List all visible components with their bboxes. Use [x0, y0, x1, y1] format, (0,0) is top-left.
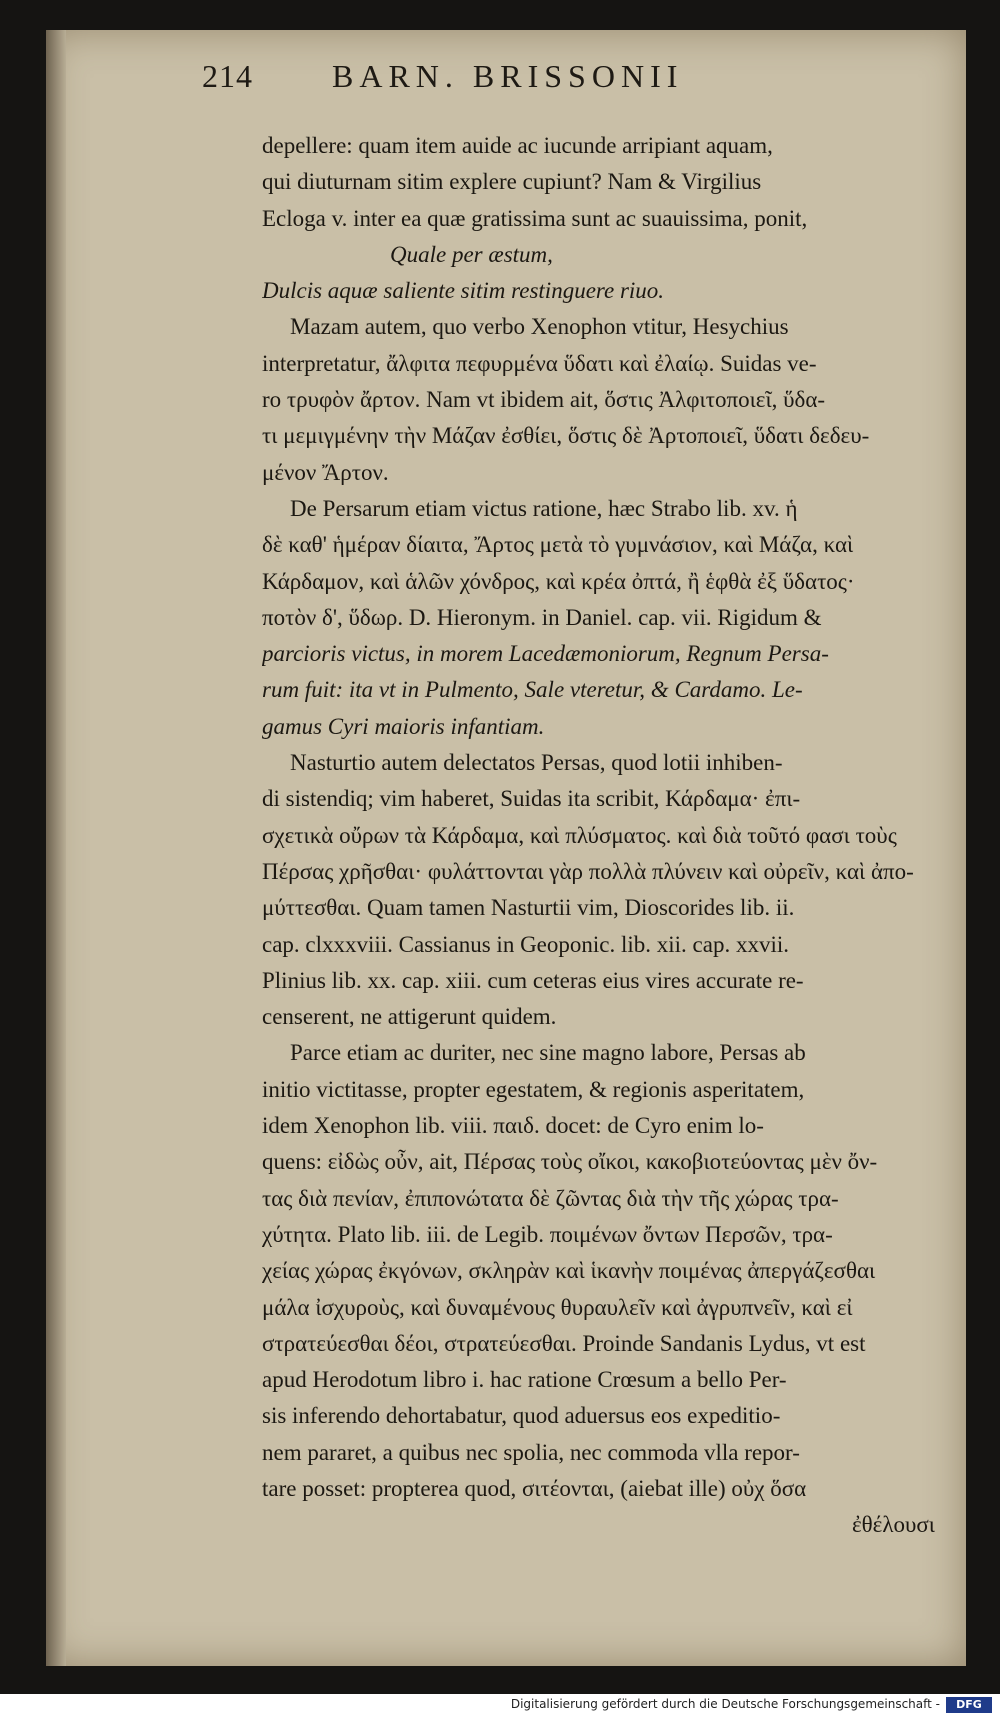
footer-bar: [0, 1694, 1000, 1716]
text-line: idem Xenophon lib. viii. παιδ. docet: de Cyro enim lo-: [262, 1113, 764, 1139]
body-text: [262, 128, 942, 1544]
running-head: BARN. BRISSONII: [332, 58, 684, 94]
text-line: Πέρσας χρῆσθαι· φυλάττονται γὰρ πολλὰ πλύνειν καὶ οὐρεῖν, καὶ ἀπο-: [262, 858, 914, 884]
text-line: στρατεύεσθαι δέοι, στρατεύεσθαι. Proinde Sandanis Lydus, vt est: [262, 1330, 866, 1356]
text-line: Κάρδαμον, καὶ ἁλῶν χόνδρος, καὶ κρέα ὀπτά, ἢ ἑφθὰ ἐξ ὕδατος·: [262, 568, 855, 594]
text-line: interpretatur, ἄλφιτα πεφυρμένα ὕδατι καὶ ἐλαίῳ. Suidas ve-: [262, 350, 817, 376]
page-header: [202, 58, 802, 118]
text-line: sis inferendo dehortabatur, quod aduersus eos expeditio-: [262, 1403, 781, 1429]
page-gutter: [46, 30, 66, 1666]
text-line: depellere: quam item auide ac iucunde arripiant aquam,: [262, 133, 773, 158]
text-line: apud Herodotum libro i. hac ratione Crœsum a bello Per-: [262, 1367, 787, 1393]
text-line: μάλα ἰσχυροὺς, καὶ δυναμένους θυραυλεῖν καὶ ἀγρυπνεῖν, καὶ εἰ: [262, 1294, 853, 1320]
catchword: ἐθέλουσι: [852, 1512, 935, 1538]
text-line: De Persarum etiam victus ratione, hæc Strabo lib. xv. ἡ: [290, 495, 798, 521]
text-line: Ecloga v. inter ea quæ gratissima sunt ac suauissima, ponit,: [262, 205, 808, 231]
text-line: parcioris victus, in morem Lacedæmoniorum, Regnum Persa-: [262, 641, 829, 667]
text-line: ro τρυφὸν ἄρτον. Nam vt ibidem ait, ὅστις Ἀλφιτοποιεῖ, ὕδα-: [262, 387, 826, 413]
text-line: quens: εἰδὼς οὖν, ait, Πέρσας τοὺς οἴκοι, κακοβιοτεύοντας μὲν ὄν-: [262, 1149, 878, 1175]
text-line: τας διὰ πενίαν, ἐπιπονώτατα δὲ ζῶντας διὰ τὴν τῆς χώρας τρα-: [262, 1185, 839, 1211]
text-line: cap. clxxxviii. Cassianus in Geoponic. lib. xii. cap. xxvii.: [262, 931, 790, 957]
text-line: χύτητα. Plato lib. iii. de Legib. ποιμένων ὄντων Περσῶν, τρα-: [262, 1221, 833, 1247]
text-line: μένον Ἄρτον.: [262, 459, 389, 485]
verse-line: Dulcis aquæ saliente sitim restinguere riuo.: [262, 278, 665, 304]
text-line: Nasturtio autem delectatos Persas, quod lotii inhiben-: [290, 750, 783, 776]
text-line: Plinius lib. xx. cap. xiii. cum ceteras eius vires accurate re-: [262, 967, 804, 993]
text-line: qui diuturnam sitim explere cupiunt? Nam & Virgilius: [262, 169, 762, 195]
text-line: tare posset: propterea quod, σιτέονται, (aiebat ille) οὐχ ὅσα: [262, 1475, 807, 1501]
text-line: nem pararet, a quibus nec spolia, nec commoda vlla repor-: [262, 1439, 800, 1465]
funding-notice: Digitalisierung gefördert durch die Deutsche Forschungsgemeinschaft -: [510, 1697, 940, 1711]
text-line: ποτὸν δ', ὕδωρ. D. Hieronym. in Daniel. cap. vii. Rigidum &: [262, 604, 822, 630]
text-line: gamus Cyri maioris infantiam.: [262, 713, 545, 739]
dfg-logo-icon: DFG: [946, 1697, 992, 1713]
text-line: rum fuit: ita vt in Pulmento, Sale vteretur, & Cardamo. Le-: [262, 677, 803, 703]
text-line: δὲ καθ' ἡμέραν δίαιτα, Ἄρτος μετὰ τὸ γυμνάσιον, καὶ Μάζα, καὶ: [262, 532, 854, 558]
text-line: initio victitasse, propter egestatem, & regionis asperitatem,: [262, 1076, 805, 1102]
text-line: μύττεσθαι. Quam tamen Nasturtii vim, Dioscorides lib. ii.: [262, 895, 795, 921]
text-line: σχετικὰ οὔρων τὰ Κάρδαμα, καὶ πλύσματος. καὶ διὰ τοῦτό φασι τοὺς: [262, 822, 897, 848]
text-line: Parce etiam ac duriter, nec sine magno labore, Persas ab: [290, 1040, 806, 1066]
text-line: di sistendiq; vim haberet, Suidas ita scribit, Κάρδαμα· ἐπι-: [262, 786, 801, 812]
text-line: Mazam autem, quo verbo Xenophon vtitur, Hesychius: [290, 314, 789, 340]
page-number: 214: [202, 58, 253, 94]
text-line: χείας χώρας ἐκγόνων, σκληρὰν καὶ ἱκανὴν ποιμένας ἀπεργάζεσθαι: [262, 1258, 876, 1284]
text-line: censerent, ne attigerunt quidem.: [262, 1004, 557, 1030]
text-line: τι μεμιγμένην τὴν Μάζαν ἐσθίει, ὅστις δὲ Ἀρτοποιεῖ, ὕδατι δεδευ-: [262, 423, 870, 449]
verse-line: Quale per æstum,: [390, 241, 553, 267]
